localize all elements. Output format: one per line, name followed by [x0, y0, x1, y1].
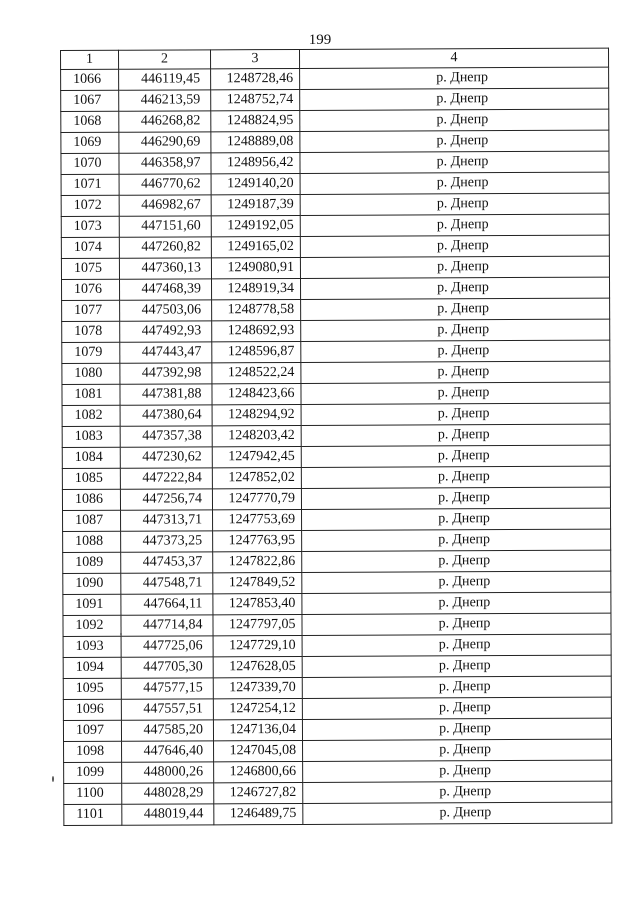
table-row [63, 550, 611, 573]
description-cell: р. Днепр [303, 781, 612, 803]
description-cell: р. Днепр [301, 487, 610, 509]
table-row [62, 298, 610, 321]
table-header-row [61, 48, 609, 69]
description-cell: р. Днепр [301, 319, 610, 341]
description-cell: р. Днепр [300, 172, 609, 194]
x-coordinate-cell: 447577,15 [121, 678, 213, 699]
y-coordinate-cell: 1249140,20 [211, 173, 300, 194]
row-number-cell: 1097 [63, 720, 121, 741]
x-coordinate-cell: 447705,30 [121, 657, 213, 678]
y-coordinate-cell: 1247770,79 [212, 488, 301, 509]
description-cell: р. Днепр [301, 298, 610, 320]
y-coordinate-cell: 1247254,12 [213, 698, 302, 719]
y-coordinate-cell: 1248752,74 [211, 89, 300, 110]
row-number-cell: 1073 [61, 216, 119, 237]
table-row [64, 781, 612, 804]
table-row [63, 613, 611, 636]
row-number-cell: 1084 [62, 447, 120, 468]
description-cell: р. Днепр [302, 529, 611, 551]
table-row [64, 802, 612, 825]
table-row [63, 529, 611, 552]
scan-speck [120, 633, 122, 635]
y-coordinate-cell: 1248423,66 [212, 383, 301, 404]
column-header-3: 3 [211, 49, 300, 68]
description-cell: р. Днепр [300, 214, 609, 236]
row-number-cell: 1081 [62, 384, 120, 405]
table-row [61, 235, 609, 258]
table-row [63, 655, 611, 678]
y-coordinate-cell: 1248203,42 [212, 425, 301, 446]
table-row [62, 403, 610, 426]
y-coordinate-cell: 1248596,87 [212, 341, 301, 362]
row-number-cell: 1074 [61, 237, 119, 258]
x-coordinate-cell: 447492,93 [120, 321, 212, 342]
table-row [62, 382, 610, 405]
description-cell: р. Днепр [301, 403, 610, 425]
table-row [62, 424, 610, 447]
y-coordinate-cell: 1248919,34 [211, 278, 300, 299]
row-number-cell: 1094 [63, 657, 121, 678]
table-row [63, 634, 611, 657]
y-coordinate-cell: 1248889,08 [211, 131, 300, 152]
y-coordinate-cell: 1249187,39 [211, 194, 300, 215]
row-number-cell: 1086 [62, 489, 120, 510]
row-number-cell: 1071 [61, 174, 119, 195]
y-coordinate-cell: 1248692,93 [212, 320, 301, 341]
x-coordinate-cell: 446119,45 [119, 69, 211, 90]
row-number-cell: 1087 [63, 510, 121, 531]
y-coordinate-cell: 1247045,08 [214, 740, 303, 761]
x-coordinate-cell: 447585,20 [121, 720, 213, 741]
y-coordinate-cell: 1248294,92 [212, 404, 301, 425]
description-cell: р. Днепр [302, 550, 611, 572]
y-coordinate-cell: 1246727,82 [214, 782, 303, 803]
description-cell: р. Днепр [301, 466, 610, 488]
x-coordinate-cell: 447714,84 [121, 615, 213, 636]
x-coordinate-cell: 447230,62 [120, 447, 212, 468]
table-row [61, 214, 609, 237]
x-coordinate-cell: 446268,82 [119, 111, 211, 132]
row-number-cell: 1078 [62, 321, 120, 342]
x-coordinate-cell: 447453,37 [121, 552, 213, 573]
x-coordinate-cell: 447468,39 [120, 279, 212, 300]
table-row [62, 487, 610, 510]
y-coordinate-cell: 1247763,95 [213, 530, 302, 551]
y-coordinate-cell: 1247339,70 [213, 677, 302, 698]
row-number-cell: 1082 [62, 405, 120, 426]
x-coordinate-cell: 446290,69 [119, 132, 211, 153]
x-coordinate-cell: 447380,64 [120, 405, 212, 426]
table-row [63, 592, 611, 615]
x-coordinate-cell: 447151,60 [119, 216, 211, 237]
y-coordinate-cell: 1247853,40 [213, 593, 302, 614]
row-number-cell: 1092 [63, 615, 121, 636]
y-coordinate-cell: 1247628,05 [213, 656, 302, 677]
table-row [62, 361, 610, 384]
description-cell: р. Днепр [302, 718, 611, 740]
description-cell: р. Днепр [300, 151, 609, 173]
x-coordinate-cell: 447313,71 [121, 510, 213, 531]
description-cell: р. Днепр [302, 676, 611, 698]
x-coordinate-cell: 447256,74 [120, 489, 212, 510]
row-number-cell: 1076 [62, 279, 120, 300]
table-row [62, 319, 610, 342]
table-row [64, 739, 612, 762]
description-cell: р. Днепр [301, 424, 610, 446]
description-cell: р. Днепр [300, 109, 609, 131]
row-number-cell: 1090 [63, 573, 121, 594]
y-coordinate-cell: 1247729,10 [213, 635, 302, 656]
description-cell: р. Днепр [302, 571, 611, 593]
row-number-cell: 1083 [62, 426, 120, 447]
column-header-1: 1 [61, 50, 119, 69]
y-coordinate-cell: 1246489,75 [214, 803, 303, 824]
description-cell: р. Днепр [302, 697, 611, 719]
column-header-2: 2 [119, 50, 211, 69]
row-number-cell: 1098 [64, 741, 122, 762]
x-coordinate-cell: 447548,71 [121, 573, 213, 594]
row-number-cell: 1066 [61, 69, 119, 90]
row-number-cell: 1085 [62, 468, 120, 489]
x-coordinate-cell: 448000,26 [122, 762, 214, 783]
page-number: 199 [308, 32, 332, 48]
x-coordinate-cell: 447381,88 [120, 384, 212, 405]
description-cell: р. Днепр [301, 382, 610, 404]
x-coordinate-cell: 447557,51 [121, 699, 213, 720]
y-coordinate-cell: 1249080,91 [211, 257, 300, 278]
y-coordinate-cell: 1248778,58 [212, 299, 301, 320]
x-coordinate-cell: 447392,98 [120, 363, 212, 384]
x-coordinate-cell: 446982,67 [119, 195, 211, 216]
table-row [63, 697, 611, 720]
y-coordinate-cell: 1247797,05 [213, 614, 302, 635]
y-coordinate-cell: 1247136,04 [213, 719, 302, 740]
row-number-cell: 1075 [61, 258, 119, 279]
description-cell: р. Днепр [300, 88, 609, 110]
x-coordinate-cell: 447646,40 [122, 741, 214, 762]
table-row [62, 340, 610, 363]
y-coordinate-cell: 1246800,66 [214, 761, 303, 782]
table-row [63, 571, 611, 594]
y-coordinate-cell: 1247753,69 [213, 509, 302, 530]
y-coordinate-cell: 1248522,24 [212, 362, 301, 383]
y-coordinate-cell: 1248956,42 [211, 152, 300, 173]
row-number-cell: 1095 [63, 678, 121, 699]
table-row [64, 760, 612, 783]
description-cell: р. Днепр [301, 340, 610, 362]
description-cell: р. Днепр [300, 235, 609, 257]
description-cell: р. Днепр [302, 613, 611, 635]
x-coordinate-cell: 447357,38 [120, 426, 212, 447]
table-row [61, 67, 609, 90]
table-row [62, 445, 610, 468]
description-cell: р. Днепр [302, 508, 611, 530]
row-number-cell: 1100 [64, 783, 122, 804]
y-coordinate-cell: 1247852,02 [212, 467, 301, 488]
y-coordinate-cell: 1247849,52 [213, 572, 302, 593]
x-coordinate-cell: 448028,29 [122, 783, 214, 804]
x-coordinate-cell: 447503,06 [120, 300, 212, 321]
table-row [61, 88, 609, 111]
row-number-cell: 1091 [63, 594, 121, 615]
description-cell: р. Днепр [300, 256, 609, 278]
x-coordinate-cell: 447360,13 [119, 258, 211, 279]
row-number-cell: 1070 [61, 153, 119, 174]
row-number-cell: 1079 [62, 342, 120, 363]
y-coordinate-cell: 1248824,95 [211, 110, 300, 131]
description-cell: р. Днепр [301, 445, 610, 467]
description-cell: р. Днепр [303, 739, 612, 761]
description-cell: р. Днепр [302, 634, 611, 656]
row-number-cell: 1093 [63, 636, 121, 657]
row-number-cell: 1080 [62, 363, 120, 384]
description-cell: р. Днепр [302, 592, 611, 614]
table-row [61, 172, 609, 195]
y-coordinate-cell: 1247822,86 [213, 551, 302, 572]
table-row [63, 718, 611, 741]
table-row [63, 676, 611, 699]
x-coordinate-cell: 446770,62 [119, 174, 211, 195]
row-number-cell: 1101 [64, 804, 122, 825]
table-row [63, 508, 611, 531]
table-body [61, 67, 612, 825]
description-cell: р. Днепр [303, 760, 612, 782]
description-cell: р. Днепр [300, 277, 609, 299]
x-coordinate-cell: 448019,44 [122, 804, 214, 825]
y-coordinate-cell: 1247942,45 [212, 446, 301, 467]
row-number-cell: 1099 [64, 762, 122, 783]
scan-speck [52, 776, 54, 782]
row-number-cell: 1088 [63, 531, 121, 552]
y-coordinate-cell: 1249165,02 [211, 236, 300, 257]
x-coordinate-cell: 446213,59 [119, 90, 211, 111]
column-header-4: 4 [299, 48, 608, 68]
description-cell: р. Днепр [300, 67, 609, 89]
x-coordinate-cell: 447664,11 [121, 594, 213, 615]
x-coordinate-cell: 447443,47 [120, 342, 212, 363]
description-cell: р. Днепр [303, 802, 612, 824]
x-coordinate-cell: 447260,82 [119, 237, 211, 258]
table-row [62, 277, 610, 300]
table-row [61, 151, 609, 174]
row-number-cell: 1072 [61, 195, 119, 216]
row-number-cell: 1069 [61, 132, 119, 153]
row-number-cell: 1068 [61, 111, 119, 132]
y-coordinate-cell: 1248728,46 [211, 68, 300, 89]
description-cell: р. Днепр [300, 130, 609, 152]
description-cell: р. Днепр [302, 655, 611, 677]
x-coordinate-cell: 447373,25 [121, 531, 213, 552]
table-row [61, 130, 609, 153]
row-number-cell: 1077 [62, 300, 120, 321]
description-cell: р. Днепр [300, 193, 609, 215]
description-cell: р. Днепр [301, 361, 610, 383]
table-row [62, 466, 610, 489]
x-coordinate-cell: 447222,84 [120, 468, 212, 489]
table-row [61, 193, 609, 216]
coordinates-table [60, 48, 612, 826]
x-coordinate-cell: 447725,06 [121, 636, 213, 657]
row-number-cell: 1096 [63, 699, 121, 720]
x-coordinate-cell: 446358,97 [119, 153, 211, 174]
table-row [61, 256, 609, 279]
row-number-cell: 1089 [63, 552, 121, 573]
y-coordinate-cell: 1249192,05 [211, 215, 300, 236]
table-row [61, 109, 609, 132]
row-number-cell: 1067 [61, 90, 119, 111]
